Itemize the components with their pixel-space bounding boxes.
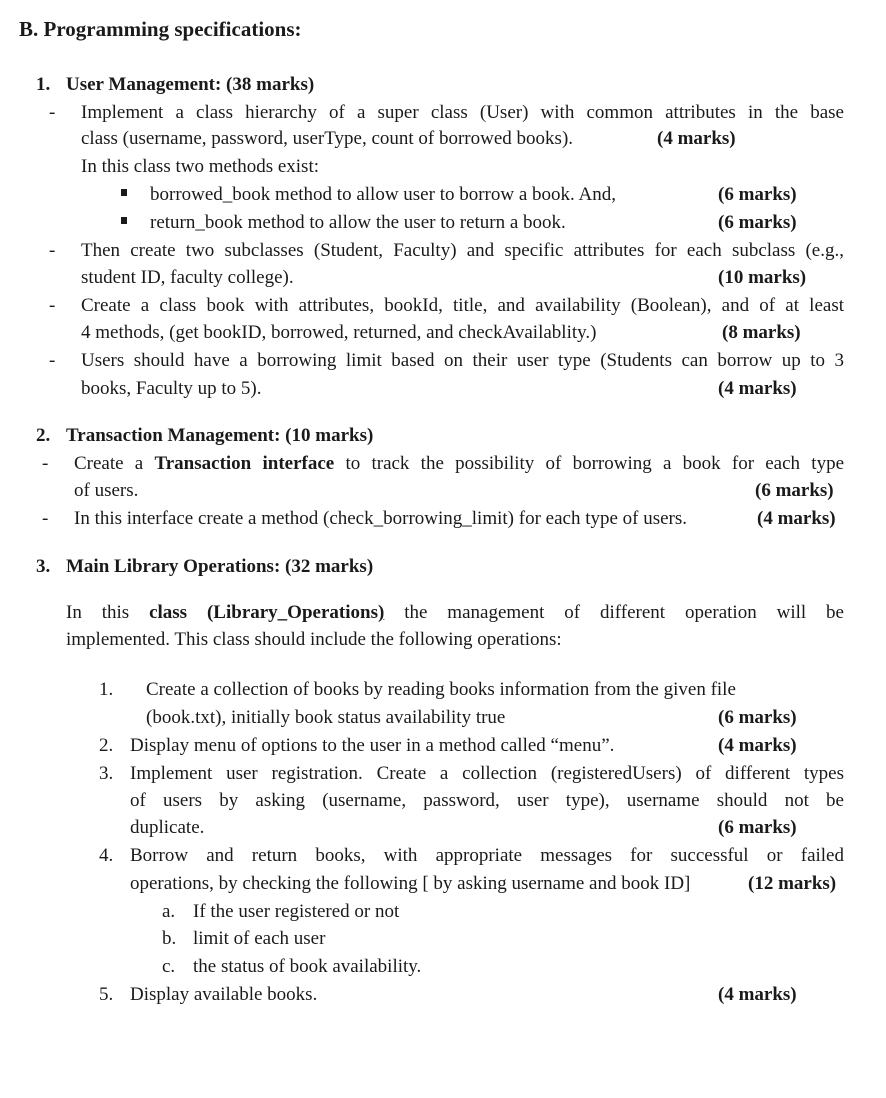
s3-intro-line1: In this class (Library_Operations) the management of different operation will be [66,602,844,623]
s1-bullet3-marks: (8 marks) [722,322,801,343]
s2-bullet2: In this interface create a method (check_borrowing_limit) for each type of users. [74,508,688,529]
s1-bullet3-line2: 4 methods, (get bookID, borrowed, returned, and checkAvailablity.) [81,322,597,343]
s1-method1: borrowed_book method to allow user to borrow a book. And, [150,184,616,205]
item-2-number: 2. [99,735,114,756]
s1-bullet2-line1: Then create two subclasses (Student, Faculty) and specific attributes for each subclass (e.g., [81,240,844,261]
item-4-number: 4. [99,845,114,866]
s1-bullet3-line1: Create a class book with attributes, bookId, title, and availability (Boolean), and of at least [81,295,844,316]
section-1-number: 1. [36,74,51,95]
subitem-c-letter: c. [162,956,176,977]
item-5-number: 5. [99,984,114,1005]
section-2-number: 2. [36,425,51,446]
section-1-title: User Management: (38 marks) [66,74,315,95]
subitem-a-text: If the user registered or not [193,901,400,922]
item-2-marks: (4 marks) [718,735,797,756]
s2-bullet1-line2: of users. [74,480,139,501]
subitem-c-text: the status of book availability. [193,956,422,977]
s1-method2: return_book method to allow the user to return a book. [150,212,566,233]
section-3-title: Main Library Operations: (32 marks) [66,556,374,577]
square-bullet-icon [121,217,127,224]
dash-bullet: - [42,508,49,529]
item-3-marks: (6 marks) [718,817,797,838]
s1-bullet4-line1: Users should have a borrowing limit based on their user type (Students can borrow up to 3 [81,350,844,371]
s1-bullet1-line1: Implement a class hierarchy of a super class (User) with common attributes in the base [81,102,844,123]
section-2-title: Transaction Management: (10 marks) [66,425,374,446]
item-4-line2: operations, by checking the following [ by asking username and book ID] [130,873,691,894]
item-1-line1: Create a collection of books by reading books information from the given file [146,679,736,700]
dash-bullet: - [49,102,56,123]
s1-bullet1-line3: In this class two methods exist: [81,156,320,177]
dash-bullet: - [42,453,49,474]
dash-bullet: - [49,240,56,261]
s1-bullet2-marks: (10 marks) [718,267,807,288]
item-1-marks: (6 marks) [718,707,797,728]
square-bullet-icon [121,189,127,196]
section-heading: B. Programming specifications: [19,17,302,41]
s1-bullet4-line2: books, Faculty up to 5). [81,378,262,399]
item-1-number: 1. [99,679,114,700]
s1-bullet1-marks: (4 marks) [657,128,736,149]
dash-bullet: - [49,295,56,316]
item-5-marks: (4 marks) [718,984,797,1005]
s1-bullet4-marks: (4 marks) [718,378,797,399]
s1-bullet2-line2: student ID, faculty college). [81,267,294,288]
s2-bullet1-line1: Create a Transaction interface to track the possibility of borrowing a book for each type [74,453,844,474]
item-3-line2: of users by asking (username, password, user type), username should not be [130,790,844,811]
item-3-number: 3. [99,763,114,784]
item-2-text: Display menu of options to the user in a method called “menu”. [130,735,615,756]
s1-method1-marks: (6 marks) [718,184,797,205]
item-4-marks: (12 marks) [748,873,837,894]
item-5-text: Display available books. [130,984,318,1005]
item-1-line2: (book.txt), initially book status availability true [146,707,506,728]
subitem-a-letter: a. [162,901,176,922]
subitem-b-text: limit of each user [193,928,326,949]
item-3-line3: duplicate. [130,817,205,838]
dash-bullet: - [49,350,56,371]
s1-method2-marks: (6 marks) [718,212,797,233]
s2-bullet1-marks: (6 marks) [755,480,834,501]
s3-intro-line2: implemented. This class should include the following operations: [66,629,562,650]
item-4-line1: Borrow and return books, with appropriate messages for successful or failed [130,845,844,866]
s1-bullet1-line2: class (username, password, userType, count of borrowed books). [81,128,574,149]
section-3-number: 3. [36,556,51,577]
s2-bullet2-marks: (4 marks) [757,508,836,529]
subitem-b-letter: b. [162,928,177,949]
item-3-line1: Implement user registration. Create a collection (registeredUsers) of different types [130,763,844,784]
